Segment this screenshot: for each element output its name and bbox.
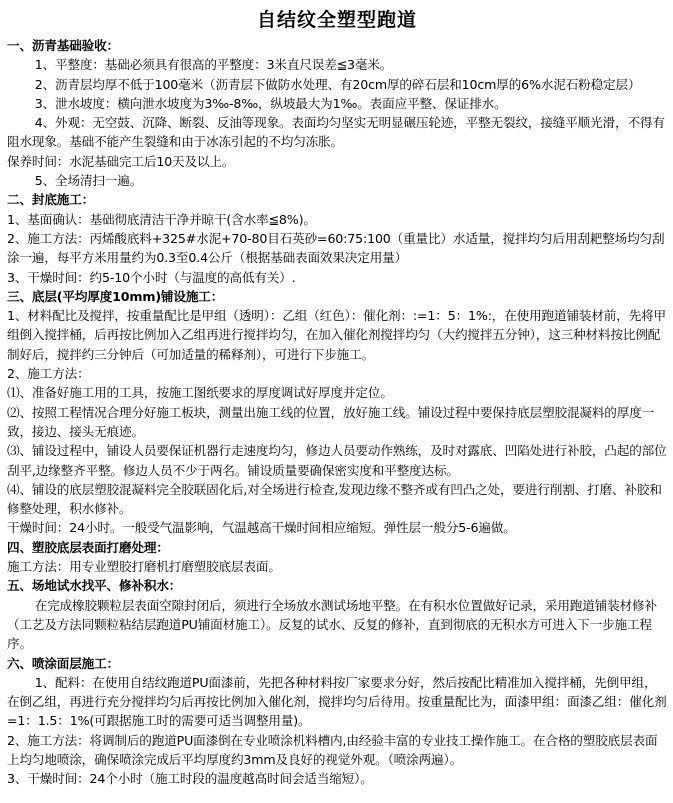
paragraph: ⑷、铺设的底层塑胶混凝料完全胶联固化后,对全场进行检查,发现边缘不整齐或有凹凸之处，要进行削割、打磨、补胶和修整处理，积水修补。 <box>7 481 662 517</box>
paragraph: 在完成橡胶颗粒层表面空隙封闭后，须进行全场放水测试场地平整。在有积水位置做好记录，采用跑道铺装材修补（工艺及方法同颗粒粘结层跑道PU铺面材施工）。反复的试水、反复的修补，直到彻底的无积水方可进入下一步施工程序。 <box>7 597 657 652</box>
paragraph: 2、施工方法：将调制后的跑道PU面漆倒在专业喷涂机料槽内,由经验丰富的专业技工操作施工。在合格的塑胶底层表面上均匀地喷涂，确保喷涂完成后平均厚度约3mm及良好的视觉外观。（喷涂两遍）。 <box>7 732 658 767</box>
paragraph: ⑵、按照工程情况合理分好施工板块，测量出施工线的位置，放好施工线。铺设过程中要保持底层塑胶混凝料的厚度一致，接边、接头无痕迹。 <box>7 404 655 439</box>
paragraph: 3、干燥时间：24个小时（施工时段的温度越高时间会适当缩短）。 <box>7 771 373 787</box>
section-heading: 一、沥青基础验收： <box>7 38 119 53</box>
section-heading: 五、场地试水找平、修补积水： <box>7 578 182 594</box>
section-heading: 三、底层(平均厚度10mm)铺设施工： <box>7 288 224 304</box>
paragraph: 4、外观：无空鼓、沉降、断裂、反油等现象。表面均匀坚实无明显碾压轮迹，平整无裂纹，接缝平顺光滑，不得有阻水现象。基础不能产生裂缝和由于冰冻引起的不均匀冻胀。 <box>7 115 665 150</box>
paragraph: 2、沥青层均厚不低于100毫米（沥青层下做防水处理、有20cm厚的碎石层和10cm厚的6%水泥石粉稳定层） <box>34 76 641 92</box>
section-heading: 二、封底施工： <box>7 192 95 208</box>
paragraph: 施工方法：用专业塑胶打磨机打磨塑胶底层表面。 <box>7 559 281 575</box>
paragraph: 1、平整度：基础必须具有很高的平整度：3米直尺误差≦3毫米。 <box>34 57 393 73</box>
paragraph: ⑴、准备好施工用的工具，按施工图纸要求的厚度调试好厚度并定位。 <box>7 385 393 401</box>
document-body <box>7 36 667 789</box>
paragraph: 1、材料配比及搅拌，按重量配比是甲组（透明）：乙组（红色）：催化剂：:=1：5：1%:，在使用跑道铺装材前，先将甲组倒入搅拌桶，后再按比例加入乙组再进行搅拌均匀，在加入催化剂搅拌均匀（大约搅拌五分钟），这三种材料按比例配制好后，搅拌约三分钟后（可加适量的稀释剂），可进行下步施工。 <box>7 308 666 362</box>
paragraph: ⑶、铺设过程中，铺设人员要保证机器行走速度均匀，修边人员要动作熟练，及时对露底、凹陷处进行补胶，凸起的部位刮平,边缘整齐平整。修边人员不少于两名。铺设质量要确保密实度和平整度达标。 <box>7 443 667 478</box>
document-title: 自结纹全塑型跑道 <box>256 9 417 31</box>
paragraph: 3、干燥时间：约5-10个小时（与温度的高低有关）. <box>7 269 296 285</box>
paragraph: 保养时间：水泥基础完工后10天及以上。 <box>7 153 235 169</box>
paragraph: 1、基面确认：基础彻底清洁干净并晾干(含水率≦8%)。 <box>7 211 316 227</box>
section-heading: 六、喷涂面层施工： <box>7 655 119 671</box>
paragraph: 2、施工方法：丙烯酸底料+325#水泥+70-80目石英砂=60:75:100（重量比）水适量，搅拌均匀后用刮耙整场均匀刮涂一遍，每平方米用量约为0.3至0.4公斤（根据基础表面效果决定用量） <box>7 230 665 266</box>
paragraph: 3、泄水坡度：横向泄水坡度为3‰-8‰，纵坡最大为1‰。表面应平整、保证排水。 <box>34 95 507 111</box>
paragraph: 2、施工方法： <box>7 366 90 382</box>
section-heading: 四、塑胶底层表面打磨处理： <box>7 539 169 555</box>
paragraph: 5、全场清扫一遍。 <box>34 173 143 189</box>
paragraph: 1、配料：在使用自结纹跑道PU面漆前，先把各种材料按厂家要求分好，然后按配比精准加入搅拌桶，先倒甲组，在倒乙组，再进行充分搅拌均匀后再按比例加入催化剂，搅拌均匀后待用。按重量配比为，面漆甲组：面漆乙组：催化剂=1：1.5：1%(可跟据施工时的需要可适当调整用量)。 <box>7 674 667 729</box>
paragraph: 干燥时间：24小时。一般受气温影响，气温越高干燥时间相应缩短。弹性层一般分5-6遍做。 <box>7 520 516 536</box>
